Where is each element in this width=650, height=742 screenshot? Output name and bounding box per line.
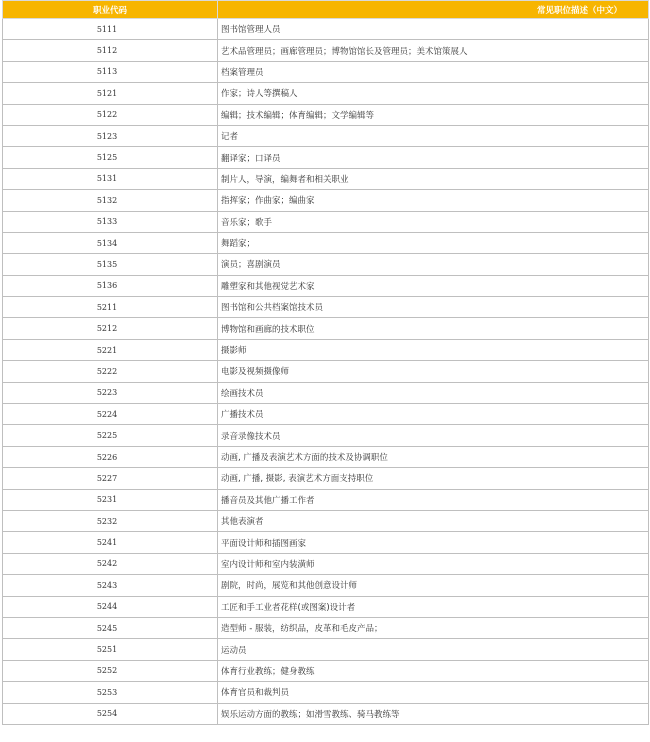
occupation-code-cell: 5243 xyxy=(3,575,218,596)
table-row xyxy=(3,682,649,703)
job-description-cell: 平面设计师和插图画家 xyxy=(218,532,649,553)
table-header-row xyxy=(3,1,649,19)
job-description-cell: 音乐家；歌手 xyxy=(218,211,649,232)
table-row xyxy=(3,468,649,489)
job-description-cell: 图书馆管理人员 xyxy=(218,19,649,40)
occupation-code-cell: 5221 xyxy=(3,339,218,360)
occupation-code-cell: 5111 xyxy=(3,19,218,40)
occupation-code-cell: 5254 xyxy=(3,703,218,724)
occupation-code-cell: 5132 xyxy=(3,190,218,211)
table-row xyxy=(3,553,649,574)
table-row xyxy=(3,404,649,425)
table-row xyxy=(3,532,649,553)
table-row xyxy=(3,190,649,211)
job-description-cell: 工匠和手工业者花样(或图案)设计者 xyxy=(218,596,649,617)
job-description-cell: 电影及视频摄像师 xyxy=(218,361,649,382)
job-description-cell: 作家；诗人等撰稿人 xyxy=(218,83,649,104)
table-row xyxy=(3,61,649,82)
job-description-cell: 绘画技术员 xyxy=(218,382,649,403)
occupation-table-container xyxy=(2,0,648,725)
occupation-code-cell: 5136 xyxy=(3,275,218,296)
job-description-cell: 制片人，导演，编舞者和相关职业 xyxy=(218,168,649,189)
occupation-code-cell: 5112 xyxy=(3,40,218,61)
job-description-cell: 雕塑家和其他视觉艺术家 xyxy=(218,275,649,296)
occupation-code-cell: 5226 xyxy=(3,446,218,467)
occupation-code-cell: 5252 xyxy=(3,660,218,681)
job-description-cell: 编辑；技术编辑；体育编辑；文学编辑等 xyxy=(218,104,649,125)
occupation-code-cell: 5133 xyxy=(3,211,218,232)
table-row xyxy=(3,510,649,531)
table-row xyxy=(3,639,649,660)
occupation-code-cell: 5244 xyxy=(3,596,218,617)
table-row xyxy=(3,147,649,168)
occupation-code-cell: 5123 xyxy=(3,125,218,146)
occupation-code-cell: 5222 xyxy=(3,361,218,382)
job-description-cell: 体育官员和裁判员 xyxy=(218,682,649,703)
job-description-cell: 指挥家；作曲家；编曲家 xyxy=(218,190,649,211)
occupation-code-cell: 5135 xyxy=(3,254,218,275)
occupation-code-cell: 5122 xyxy=(3,104,218,125)
table-row xyxy=(3,19,649,40)
job-description-cell: 动画, 广播, 摄影, 表演艺术方面支持职位 xyxy=(218,468,649,489)
job-description-cell: 摄影师 xyxy=(218,339,649,360)
occupation-code-cell: 5113 xyxy=(3,61,218,82)
table-row xyxy=(3,83,649,104)
job-description-cell: 演员；喜剧演员 xyxy=(218,254,649,275)
occupation-code-cell: 5225 xyxy=(3,425,218,446)
table-row xyxy=(3,339,649,360)
header-job-description: 常见职位描述（中文） xyxy=(218,1,649,19)
header-occupation-code: 职业代码 xyxy=(3,1,218,19)
table-row xyxy=(3,211,649,232)
job-description-cell: 播音员及其他广播工作者 xyxy=(218,489,649,510)
occupation-code-cell: 5253 xyxy=(3,682,218,703)
job-description-cell: 档案管理员 xyxy=(218,61,649,82)
occupation-code-cell: 5245 xyxy=(3,617,218,638)
table-row xyxy=(3,318,649,339)
job-description-cell: 记者 xyxy=(218,125,649,146)
occupation-code-cell: 5121 xyxy=(3,83,218,104)
table-header xyxy=(3,1,649,19)
table-row xyxy=(3,297,649,318)
occupation-code-cell: 5224 xyxy=(3,404,218,425)
table-row xyxy=(3,575,649,596)
table-row xyxy=(3,425,649,446)
table-row xyxy=(3,125,649,146)
table-row xyxy=(3,703,649,724)
occupation-code-cell: 5211 xyxy=(3,297,218,318)
occupation-code-cell: 5232 xyxy=(3,510,218,531)
job-description-cell: 录音录像技术员 xyxy=(218,425,649,446)
occupation-code-cell: 5134 xyxy=(3,232,218,253)
table-row xyxy=(3,446,649,467)
occupation-code-cell: 5131 xyxy=(3,168,218,189)
table-row xyxy=(3,361,649,382)
job-description-cell: 动画, 广播及表演艺术方面的技术及协调职位 xyxy=(218,446,649,467)
occupation-code-cell: 5212 xyxy=(3,318,218,339)
table-row xyxy=(3,596,649,617)
job-description-cell: 翻译家；口译员 xyxy=(218,147,649,168)
table-row xyxy=(3,660,649,681)
table-body xyxy=(3,19,649,725)
table-row xyxy=(3,40,649,61)
occupation-code-cell: 5241 xyxy=(3,532,218,553)
job-description-cell: 运动员 xyxy=(218,639,649,660)
table-row xyxy=(3,232,649,253)
occupation-code-cell: 5223 xyxy=(3,382,218,403)
occupation-code-cell: 5251 xyxy=(3,639,218,660)
job-description-cell: 娱乐运动方面的教练；如滑雪教练、骑马教练等 xyxy=(218,703,649,724)
occupation-code-cell: 5242 xyxy=(3,553,218,574)
job-description-cell: 其他表演者 xyxy=(218,510,649,531)
table-row xyxy=(3,489,649,510)
job-description-cell: 舞蹈家； xyxy=(218,232,649,253)
occupation-table xyxy=(2,0,649,725)
job-description-cell: 广播技术员 xyxy=(218,404,649,425)
table-row xyxy=(3,617,649,638)
job-description-cell: 剧院，时尚，展览和其他创意设计师 xyxy=(218,575,649,596)
job-description-cell: 艺术品管理员；画廊管理员；博物馆馆长及管理员；美术馆策展人 xyxy=(218,40,649,61)
occupation-code-cell: 5231 xyxy=(3,489,218,510)
occupation-code-cell: 5125 xyxy=(3,147,218,168)
table-row xyxy=(3,382,649,403)
occupation-code-cell: 5227 xyxy=(3,468,218,489)
table-row xyxy=(3,275,649,296)
table-row xyxy=(3,168,649,189)
job-description-cell: 博物馆和画廊的技术职位 xyxy=(218,318,649,339)
table-row xyxy=(3,104,649,125)
job-description-cell: 室内设计师和室内装潢师 xyxy=(218,553,649,574)
job-description-cell: 体育行业教练；健身教练 xyxy=(218,660,649,681)
job-description-cell: 造型师 - 服装，纺织品，皮革和毛皮产品； xyxy=(218,617,649,638)
table-row xyxy=(3,254,649,275)
job-description-cell: 图书馆和公共档案馆技术员 xyxy=(218,297,649,318)
